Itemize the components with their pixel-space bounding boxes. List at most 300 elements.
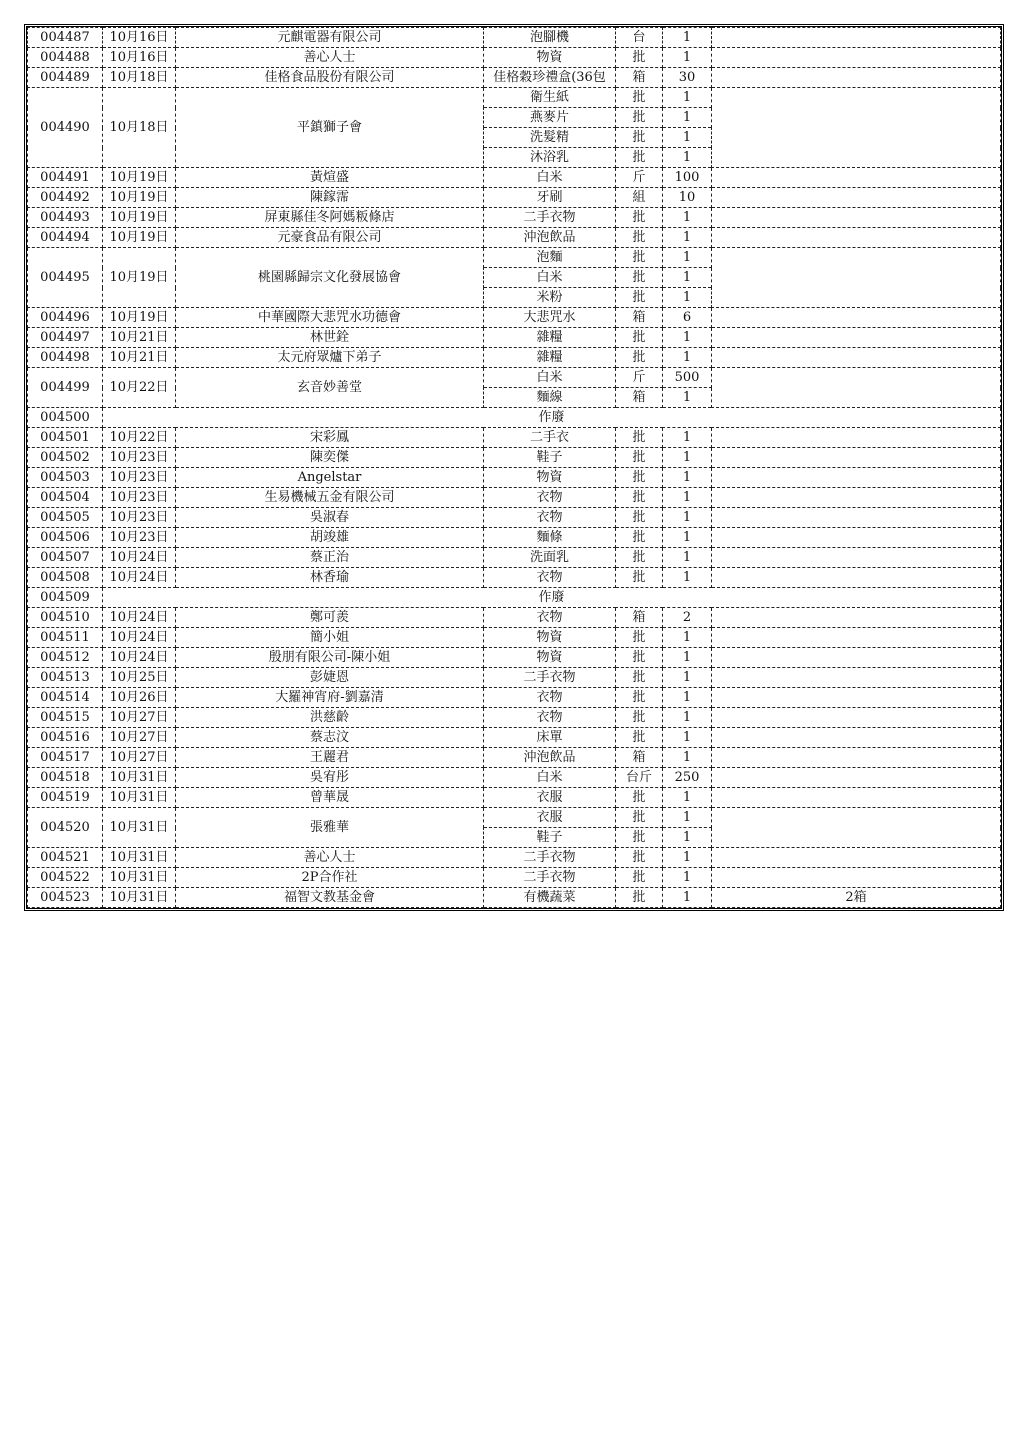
item-name: 物資: [484, 48, 616, 68]
table-row: [28, 648, 1001, 668]
table-row: [28, 228, 1001, 248]
item-name: 佳格穀珍禮盒(36包: [484, 68, 616, 88]
item-quantity: 1: [663, 628, 712, 648]
donor-name: 善心人士: [176, 848, 484, 868]
table-row: [28, 708, 1001, 728]
donor-name: 林香瑜: [176, 568, 484, 588]
item-quantity: 1: [663, 868, 712, 888]
item-quantity: 1: [663, 468, 712, 488]
item-unit: 台斤: [616, 768, 663, 788]
donor-name: 王麗君: [176, 748, 484, 768]
remark: [712, 448, 1001, 468]
item-quantity: 1: [663, 88, 712, 108]
donation-date: 10月16日: [103, 28, 176, 48]
item-unit: 批: [616, 888, 663, 908]
item-name: 物資: [484, 648, 616, 668]
item-name: 二手衣物: [484, 868, 616, 888]
item-quantity: 500: [663, 368, 712, 388]
donation-date: 10月27日: [103, 748, 176, 768]
donor-name: 林世銓: [176, 328, 484, 348]
donor-name: 平鎮獅子會: [176, 88, 484, 168]
receipt-number: 004498: [28, 348, 103, 368]
item-name: 大悲咒水: [484, 308, 616, 328]
item-quantity: 1: [663, 128, 712, 148]
item-name: 衛生紙: [484, 88, 616, 108]
item-quantity: 1: [663, 48, 712, 68]
donation-date: 10月31日: [103, 808, 176, 848]
item-unit: 批: [616, 868, 663, 888]
item-unit: 批: [616, 88, 663, 108]
table-row: [28, 868, 1001, 888]
item-unit: 批: [616, 708, 663, 728]
item-name: 二手衣物: [484, 208, 616, 228]
item-quantity: 1: [663, 888, 712, 908]
receipt-number: 004509: [28, 588, 103, 608]
item-name: 泡麵: [484, 248, 616, 268]
remark: [712, 668, 1001, 688]
item-quantity: 1: [663, 508, 712, 528]
item-unit: 批: [616, 248, 663, 268]
item-unit: 批: [616, 208, 663, 228]
receipt-number: 004494: [28, 228, 103, 248]
item-unit: 台: [616, 28, 663, 48]
remark: [712, 728, 1001, 748]
item-name: 床單: [484, 728, 616, 748]
item-quantity: 1: [663, 228, 712, 248]
donation-date: 10月18日: [103, 88, 176, 168]
item-quantity: 1: [663, 548, 712, 568]
item-unit: 批: [616, 728, 663, 748]
remark: [712, 628, 1001, 648]
table-row: [28, 628, 1001, 648]
table-row: [28, 428, 1001, 448]
donation-date: 10月31日: [103, 888, 176, 908]
donation-date: 10月23日: [103, 528, 176, 548]
table-row: [28, 528, 1001, 548]
item-unit: 箱: [616, 748, 663, 768]
item-quantity: 1: [663, 108, 712, 128]
receipt-number: 004496: [28, 308, 103, 328]
donation-date: 10月31日: [103, 768, 176, 788]
donor-name: 善心人士: [176, 48, 484, 68]
donor-name: 太元府眾爐下弟子: [176, 348, 484, 368]
item-unit: 批: [616, 348, 663, 368]
remark: [712, 508, 1001, 528]
item-unit: 批: [616, 108, 663, 128]
remark: [712, 608, 1001, 628]
item-unit: 斤: [616, 168, 663, 188]
receipt-number: 004507: [28, 548, 103, 568]
item-name: 衣物: [484, 568, 616, 588]
receipt-number: 004493: [28, 208, 103, 228]
donation-date: 10月23日: [103, 448, 176, 468]
item-quantity: 1: [663, 728, 712, 748]
item-name: 鞋子: [484, 828, 616, 848]
item-quantity: 1: [663, 848, 712, 868]
donation-date: 10月27日: [103, 728, 176, 748]
remark: [712, 168, 1001, 188]
receipt-number: 004488: [28, 48, 103, 68]
donor-name: 桃園縣歸宗文化發展協會: [176, 248, 484, 308]
item-quantity: 1: [663, 28, 712, 48]
table-row: [28, 488, 1001, 508]
item-quantity: 1: [663, 668, 712, 688]
donation-date: 10月19日: [103, 208, 176, 228]
receipt-number: 004497: [28, 328, 103, 348]
table-row: [28, 68, 1001, 88]
donation-date: 10月23日: [103, 508, 176, 528]
item-name: 雜糧: [484, 328, 616, 348]
remark: [712, 188, 1001, 208]
donor-name: 生易機械五金有限公司: [176, 488, 484, 508]
item-unit: 批: [616, 788, 663, 808]
table-row: [28, 208, 1001, 228]
item-unit: 批: [616, 468, 663, 488]
donor-name: 福智文教基金會: [176, 888, 484, 908]
remark: [712, 248, 1001, 308]
receipt-number: 004517: [28, 748, 103, 768]
item-quantity: 1: [663, 268, 712, 288]
receipt-number: 004518: [28, 768, 103, 788]
donor-name: 鄭可羨: [176, 608, 484, 628]
donor-name: 陳鎵霈: [176, 188, 484, 208]
receipt-number: 004511: [28, 628, 103, 648]
receipt-number: 004516: [28, 728, 103, 748]
donor-name: 黃煊盛: [176, 168, 484, 188]
donation-date: 10月21日: [103, 328, 176, 348]
donor-name: 屏東縣佳冬阿媽粄條店: [176, 208, 484, 228]
item-quantity: 1: [663, 528, 712, 548]
donation-date: 10月19日: [103, 188, 176, 208]
donation-date: 10月24日: [103, 648, 176, 668]
item-quantity: 6: [663, 308, 712, 328]
donation-ledger: [24, 24, 1004, 911]
donor-name: 吳宥彤: [176, 768, 484, 788]
donation-date: 10月19日: [103, 248, 176, 308]
table-row: [28, 28, 1001, 48]
table-row: [28, 368, 1001, 388]
donation-date: 10月31日: [103, 788, 176, 808]
item-unit: 箱: [616, 388, 663, 408]
receipt-number: 004503: [28, 468, 103, 488]
receipt-number: 004489: [28, 68, 103, 88]
item-quantity: 1: [663, 488, 712, 508]
donation-date: 10月23日: [103, 488, 176, 508]
receipt-number: 004502: [28, 448, 103, 468]
donation-date: 10月25日: [103, 668, 176, 688]
donor-name: 簡小姐: [176, 628, 484, 648]
receipt-number: 004508: [28, 568, 103, 588]
item-name: 沖泡飲品: [484, 228, 616, 248]
item-quantity: 30: [663, 68, 712, 88]
donation-table: [27, 27, 1001, 908]
item-unit: 批: [616, 128, 663, 148]
donation-date: 10月22日: [103, 428, 176, 448]
donation-date: 10月31日: [103, 848, 176, 868]
receipt-number: 004519: [28, 788, 103, 808]
receipt-number: 004499: [28, 368, 103, 408]
donor-name: 曾華晟: [176, 788, 484, 808]
donor-name: 胡竣雄: [176, 528, 484, 548]
remark: [712, 648, 1001, 668]
item-name: 衣物: [484, 708, 616, 728]
remark: [712, 688, 1001, 708]
donor-name: 蔡正治: [176, 548, 484, 568]
table-row: [28, 788, 1001, 808]
item-quantity: 10: [663, 188, 712, 208]
item-name: 衣物: [484, 508, 616, 528]
item-name: 洗髮精: [484, 128, 616, 148]
item-unit: 批: [616, 548, 663, 568]
donation-date: 10月24日: [103, 628, 176, 648]
table-row: [28, 448, 1001, 468]
remark: [712, 468, 1001, 488]
item-unit: 批: [616, 668, 663, 688]
item-quantity: 1: [663, 208, 712, 228]
table-row: [28, 248, 1001, 268]
item-unit: 箱: [616, 308, 663, 328]
receipt-number: 004491: [28, 168, 103, 188]
table-row: [28, 688, 1001, 708]
receipt-number: 004501: [28, 428, 103, 448]
remark: [712, 68, 1001, 88]
receipt-number: 004490: [28, 88, 103, 168]
remark: 2箱: [712, 888, 1001, 908]
item-unit: 批: [616, 568, 663, 588]
remark: [712, 788, 1001, 808]
item-quantity: 1: [663, 248, 712, 268]
item-quantity: 250: [663, 768, 712, 788]
table-row: [28, 608, 1001, 628]
item-quantity: 1: [663, 328, 712, 348]
table-row: [28, 468, 1001, 488]
item-unit: 批: [616, 848, 663, 868]
remark: [712, 568, 1001, 588]
item-name: 沖泡飲品: [484, 748, 616, 768]
ledger-body: [28, 28, 1001, 908]
item-quantity: 1: [663, 448, 712, 468]
table-row: [28, 588, 1001, 608]
item-unit: 批: [616, 228, 663, 248]
donation-date: 10月19日: [103, 308, 176, 328]
donor-name: 張雅華: [176, 808, 484, 848]
donation-date: 10月27日: [103, 708, 176, 728]
remark: [712, 768, 1001, 788]
receipt-number: 004515: [28, 708, 103, 728]
void-label: 作廢: [103, 588, 1001, 608]
item-unit: 批: [616, 648, 663, 668]
table-row: [28, 168, 1001, 188]
donor-name: 玄音妙善堂: [176, 368, 484, 408]
item-name: 泡腳機: [484, 28, 616, 48]
item-quantity: 1: [663, 828, 712, 848]
item-unit: 批: [616, 288, 663, 308]
item-quantity: 1: [663, 348, 712, 368]
remark: [712, 28, 1001, 48]
item-quantity: 1: [663, 388, 712, 408]
item-quantity: 1: [663, 688, 712, 708]
receipt-number: 004513: [28, 668, 103, 688]
table-row: [28, 348, 1001, 368]
item-name: 白米: [484, 368, 616, 388]
receipt-number: 004495: [28, 248, 103, 308]
table-row: [28, 888, 1001, 908]
receipt-number: 004522: [28, 868, 103, 888]
remark: [712, 488, 1001, 508]
item-unit: 批: [616, 688, 663, 708]
item-quantity: 1: [663, 568, 712, 588]
item-unit: 批: [616, 528, 663, 548]
table-row: [28, 848, 1001, 868]
item-unit: 批: [616, 328, 663, 348]
receipt-number: 004487: [28, 28, 103, 48]
donor-name: 彭婕恩: [176, 668, 484, 688]
item-name: 鞋子: [484, 448, 616, 468]
table-row: [28, 728, 1001, 748]
table-row: [28, 188, 1001, 208]
donation-date: 10月16日: [103, 48, 176, 68]
remark: [712, 548, 1001, 568]
item-unit: 批: [616, 268, 663, 288]
item-quantity: 1: [663, 288, 712, 308]
remark: [712, 368, 1001, 408]
receipt-number: 004500: [28, 408, 103, 428]
item-unit: 批: [616, 148, 663, 168]
table-row: [28, 308, 1001, 328]
donor-name: 元麒電器有限公司: [176, 28, 484, 48]
item-name: 麵線: [484, 388, 616, 408]
table-row: [28, 48, 1001, 68]
remark: [712, 848, 1001, 868]
item-quantity: 1: [663, 648, 712, 668]
donor-name: 吳淑春: [176, 508, 484, 528]
receipt-number: 004514: [28, 688, 103, 708]
donation-date: 10月22日: [103, 368, 176, 408]
receipt-number: 004504: [28, 488, 103, 508]
donor-name: 元豪食品有限公司: [176, 228, 484, 248]
table-row: [28, 88, 1001, 108]
item-unit: 批: [616, 628, 663, 648]
item-name: 物資: [484, 468, 616, 488]
donor-name: Angelstar: [176, 468, 484, 488]
receipt-number: 004510: [28, 608, 103, 628]
item-name: 衣物: [484, 608, 616, 628]
void-label: 作廢: [103, 408, 1001, 428]
item-quantity: 1: [663, 148, 712, 168]
item-unit: 批: [616, 828, 663, 848]
table-row: [28, 328, 1001, 348]
item-name: 雜糧: [484, 348, 616, 368]
table-row: [28, 568, 1001, 588]
donor-name: 洪慈齡: [176, 708, 484, 728]
remark: [712, 868, 1001, 888]
item-name: 牙刷: [484, 188, 616, 208]
donation-date: 10月21日: [103, 348, 176, 368]
item-unit: 批: [616, 488, 663, 508]
item-name: 燕麥片: [484, 108, 616, 128]
item-quantity: 1: [663, 788, 712, 808]
table-row: [28, 808, 1001, 828]
receipt-number: 004505: [28, 508, 103, 528]
item-name: 二手衣物: [484, 668, 616, 688]
item-unit: 箱: [616, 68, 663, 88]
remark: [712, 208, 1001, 228]
item-name: 洗面乳: [484, 548, 616, 568]
item-quantity: 2: [663, 608, 712, 628]
donation-date: 10月19日: [103, 228, 176, 248]
remark: [712, 808, 1001, 848]
item-quantity: 100: [663, 168, 712, 188]
item-unit: 箱: [616, 608, 663, 628]
donation-date: 10月31日: [103, 868, 176, 888]
item-name: 衣物: [484, 488, 616, 508]
donor-name: 佳格食品股份有限公司: [176, 68, 484, 88]
item-name: 衣服: [484, 788, 616, 808]
receipt-number: 004521: [28, 848, 103, 868]
table-row: [28, 768, 1001, 788]
item-name: 白米: [484, 768, 616, 788]
remark: [712, 748, 1001, 768]
remark: [712, 708, 1001, 728]
item-name: 衣服: [484, 808, 616, 828]
receipt-number: 004523: [28, 888, 103, 908]
receipt-number: 004520: [28, 808, 103, 848]
remark: [712, 428, 1001, 448]
item-name: 二手衣物: [484, 848, 616, 868]
remark: [712, 88, 1001, 168]
item-name: 衣物: [484, 688, 616, 708]
table-row: [28, 668, 1001, 688]
item-quantity: 1: [663, 708, 712, 728]
remark: [712, 348, 1001, 368]
item-name: 物資: [484, 628, 616, 648]
table-row: [28, 548, 1001, 568]
table-row: [28, 408, 1001, 428]
item-name: 白米: [484, 168, 616, 188]
remark: [712, 328, 1001, 348]
donor-name: 殷朋有限公司-陳小姐: [176, 648, 484, 668]
receipt-number: 004506: [28, 528, 103, 548]
donation-date: 10月18日: [103, 68, 176, 88]
donation-date: 10月26日: [103, 688, 176, 708]
item-quantity: 1: [663, 808, 712, 828]
item-name: 白米: [484, 268, 616, 288]
remark: [712, 228, 1001, 248]
remark: [712, 528, 1001, 548]
donation-date: 10月24日: [103, 568, 176, 588]
receipt-number: 004492: [28, 188, 103, 208]
donor-name: 2P合作社: [176, 868, 484, 888]
item-unit: 批: [616, 808, 663, 828]
remark: [712, 48, 1001, 68]
table-row: [28, 748, 1001, 768]
item-unit: 組: [616, 188, 663, 208]
donor-name: 中華國際大悲咒水功德會: [176, 308, 484, 328]
donation-date: 10月24日: [103, 608, 176, 628]
item-name: 有機蔬菜: [484, 888, 616, 908]
item-unit: 批: [616, 48, 663, 68]
item-name: 二手衣: [484, 428, 616, 448]
remark: [712, 308, 1001, 328]
donation-date: 10月24日: [103, 548, 176, 568]
item-quantity: 1: [663, 748, 712, 768]
donation-date: 10月23日: [103, 468, 176, 488]
item-name: 沐浴乳: [484, 148, 616, 168]
item-quantity: 1: [663, 428, 712, 448]
donor-name: 宋彩鳳: [176, 428, 484, 448]
item-name: 米粉: [484, 288, 616, 308]
item-unit: 批: [616, 508, 663, 528]
